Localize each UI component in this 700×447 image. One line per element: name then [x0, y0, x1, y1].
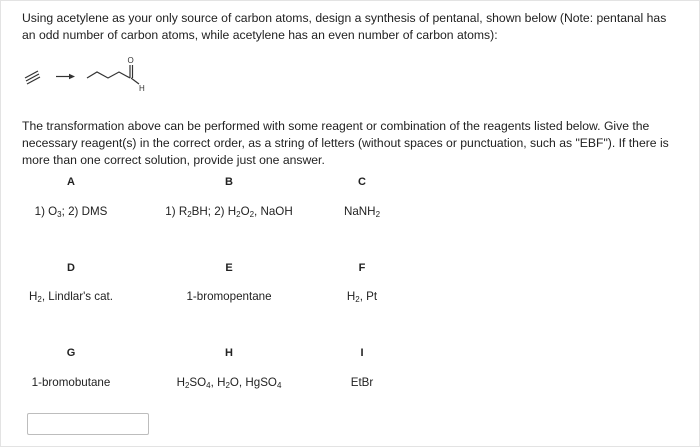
question-prompt: Using acetylene as your only source of carbon atoms, design a synthesis of pentanal, shown below (Note: pentanal has an odd number of carbon atoms, while acetylene has an even number of carbon atoms):	[22, 11, 667, 42]
instructions-text: The transformation above can be performed with some reagent or combination of the reagents listed below. Give the necessary reagent(s) in the correct order, as a string of letters (without spaces or punctuation, such as "EBF"). If there is more than one correct solution, provide just one answer.	[22, 119, 669, 167]
reagent-letter-b: B	[225, 176, 233, 188]
reagent-text-b: 1) $R_2BH$; 2) $H_2O_2$, NaOH	[165, 205, 293, 219]
reagent-letter-g: G	[66, 347, 76, 359]
reagent-letter-h: H	[225, 347, 233, 359]
hydrogen-atom-label: H	[139, 84, 145, 93]
reagent-text-i: EtBr	[350, 376, 374, 389]
reagent-letter-a: A	[67, 176, 75, 188]
reagent-letter-c: C	[358, 176, 366, 188]
reagent-text-f: $H_2$, Pt	[346, 290, 378, 304]
answer-input[interactable]	[27, 413, 149, 435]
reagent-letter-e: E	[225, 262, 233, 274]
reagent-text-h: $H_2SO_4$, $H_2O$, HgSO$_4$	[176, 376, 282, 390]
reaction-scheme	[22, 54, 202, 100]
acetylene-structure	[25, 71, 40, 84]
reagent-text-c: NaNH$_2$	[343, 205, 381, 219]
reaction-arrow	[56, 74, 75, 79]
reagent-text-e: 1-bromopentane	[186, 290, 272, 303]
reagent-letter-f: F	[358, 262, 366, 274]
reagent-text-g: 1-bromobutane	[31, 376, 111, 389]
reagent-text-d: $H_2$, Lindlar's cat.	[29, 290, 113, 304]
reagent-text-a: 1) $O_3$; 2) DMS	[34, 205, 108, 219]
pentanal-structure	[87, 65, 139, 84]
reagent-letter-d: D	[67, 262, 75, 274]
reagent-letter-i: I	[360, 347, 364, 359]
oxygen-atom-label: O	[127, 56, 134, 65]
